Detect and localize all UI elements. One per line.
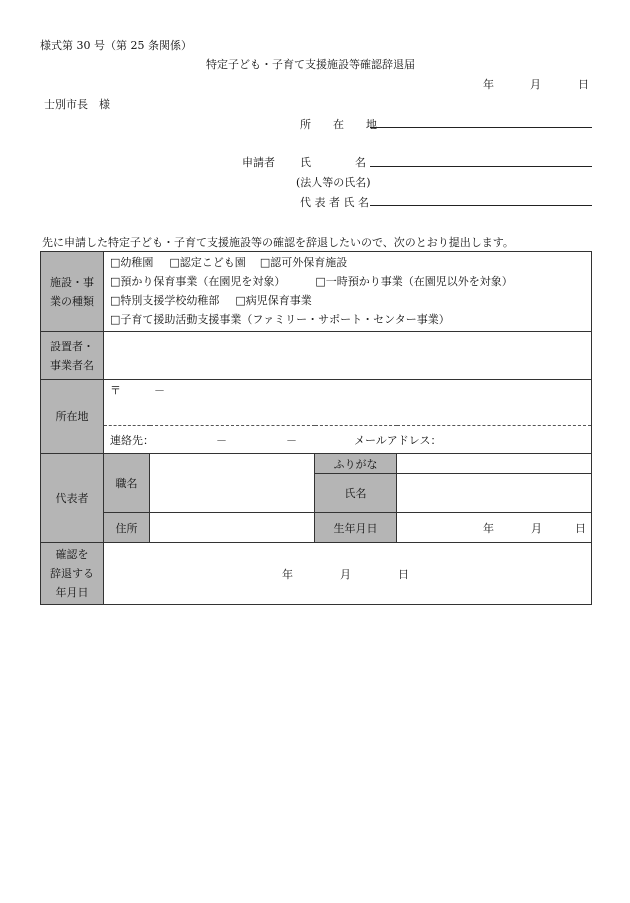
applicant-label: 申請者: [242, 156, 275, 169]
addressee: 士別市長 様: [44, 98, 110, 111]
operator-name-field[interactable]: [104, 332, 592, 380]
postal-mark: 〒: [110, 384, 121, 397]
operator-header: 設置者・ 事業者名: [41, 332, 104, 380]
address-field[interactable]: [104, 380, 592, 426]
form-number: 様式第 30 号（第 25 条関係）: [40, 39, 192, 52]
withdrawal-form-table: [40, 251, 592, 605]
checkbox-unlicensed-nursery[interactable]: □認可外保育施設: [259, 256, 348, 269]
header-date-day: 日: [578, 78, 589, 91]
applicant-name-label: 氏 名: [300, 156, 366, 169]
checkbox-special-support[interactable]: □特別支援学校幼稚部: [110, 294, 220, 307]
job-title-label: 職名: [104, 454, 150, 513]
furigana-field[interactable]: [397, 454, 592, 474]
applicant-name-field[interactable]: [370, 166, 592, 167]
rep-name-cell-field[interactable]: [397, 474, 592, 513]
rep-name-field[interactable]: [370, 205, 592, 206]
checkbox-kindergarten[interactable]: □幼稚園: [110, 256, 154, 269]
location-field[interactable]: [370, 127, 592, 128]
contact-row: [104, 426, 592, 454]
rep-address-field[interactable]: [150, 513, 315, 543]
checkbox-family-support[interactable]: □子育て援助活動支援事業（ファミリー・サポート・センター事業）: [110, 313, 450, 326]
address-header: 所在地: [41, 380, 104, 454]
birth-year: 年: [483, 521, 494, 535]
checkbox-sick-child-care[interactable]: □病児保育事業: [235, 294, 312, 307]
corp-name-note: (法人等の氏名): [296, 176, 371, 189]
representative-header: 代表者: [41, 454, 104, 543]
email-label: メールアドレス：: [354, 433, 442, 447]
birth-day: 日: [575, 521, 586, 535]
contact-dash-1: －: [216, 433, 227, 447]
checkbox-extended-care[interactable]: □預かり保育事業（在園児を対象）: [110, 275, 286, 288]
withdraw-date-header: 確認を 辞退する 年月日: [41, 543, 104, 605]
rep-name-cell-label: 氏名: [315, 474, 397, 513]
withdraw-year: 年: [282, 567, 293, 581]
checkbox-temporary-care[interactable]: □一時預かり事業（在園児以外を対象）: [315, 275, 513, 288]
facility-type-header: 施設・事 業の種類: [41, 252, 104, 332]
location-label: 所 在 地: [300, 118, 377, 131]
contact-label: 連絡先：: [110, 433, 154, 447]
furigana-label: ふりがな: [315, 454, 397, 474]
header-date-month: 月: [530, 78, 541, 91]
intro-text: 先に申請した特定子ども・子育て支援施設等の確認を辞退したいので、次のとおり提出します。: [42, 236, 514, 249]
header-date-year: 年: [483, 78, 494, 91]
page-title: 特定子ども・子育て支援施設等確認辞退届: [206, 58, 415, 71]
postal-dash: －: [154, 384, 165, 397]
birthdate-field[interactable]: [397, 513, 592, 543]
checkbox-certified-center[interactable]: □認定こども園: [169, 256, 246, 269]
withdraw-date-field[interactable]: [104, 543, 592, 605]
birthdate-label: 生年月日: [315, 513, 397, 543]
contact-dash-2: －: [286, 433, 297, 447]
facility-type-options: [104, 252, 592, 332]
withdraw-month: 月: [340, 567, 351, 581]
rep-address-label: 住所: [104, 513, 150, 543]
withdraw-day: 日: [398, 567, 409, 581]
job-title-field[interactable]: [150, 454, 315, 513]
rep-name-label: 代 表 者 氏 名: [300, 196, 369, 209]
birth-month: 月: [531, 521, 542, 535]
